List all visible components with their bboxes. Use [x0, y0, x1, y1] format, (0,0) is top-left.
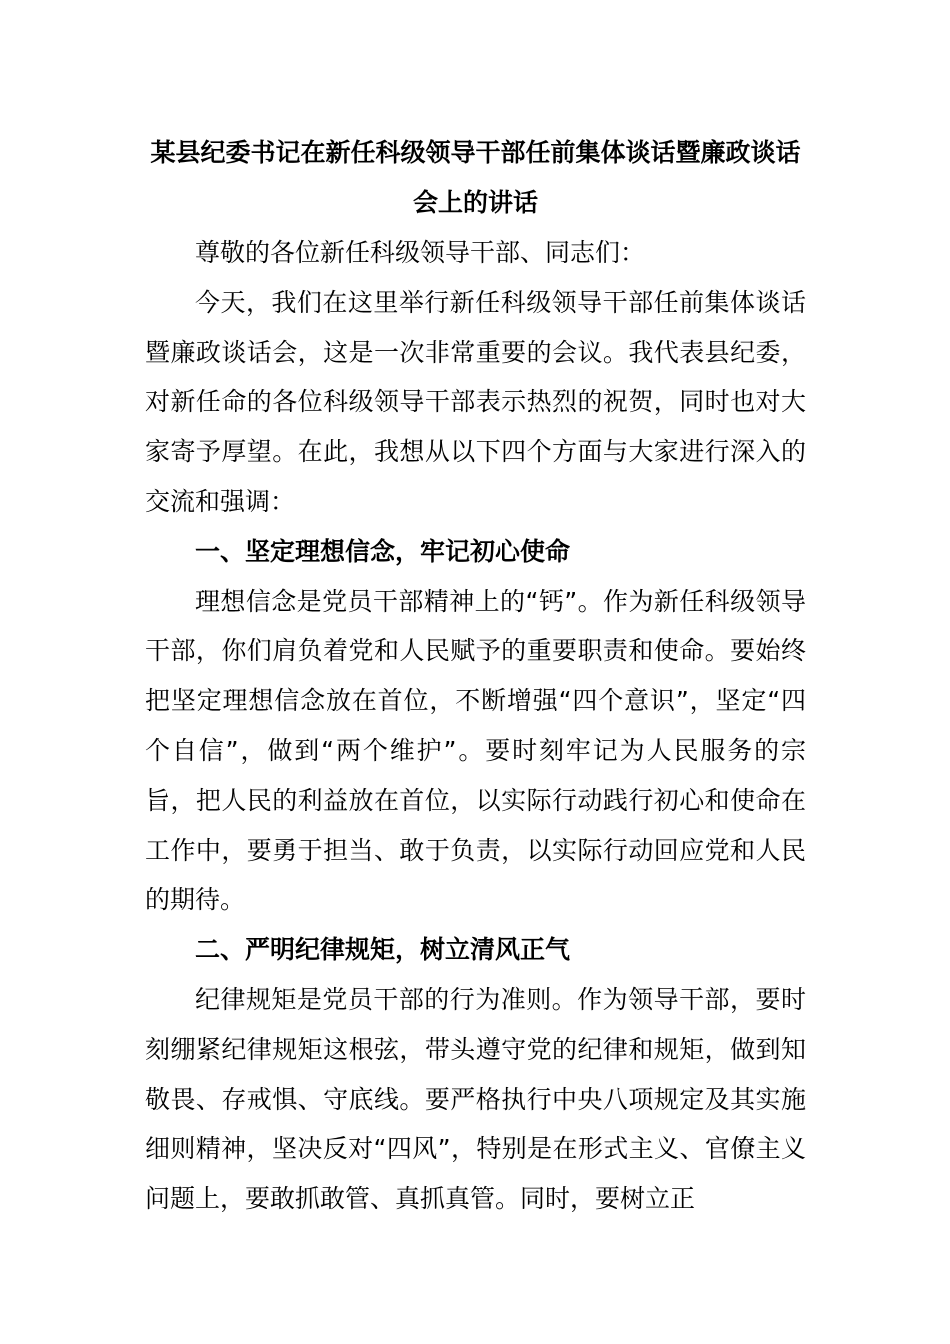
document-body	[145, 128, 806, 1224]
section-1-paragraph: 理想信念是党员干部精神上的“钙”。作为新任科级领导干部，你们肩负着党和人民赋予的重要职责和使命。要始终把坚定理想信念放在首位，不断增强“四个意识”，坚定“四个自信”，做到“两个维护”。要时刻牢记为人民服务的宗旨，把人民的利益放在首位，以实际行动践行初心和使命在工作中，要勇于担当、敢于负责，以实际行动回应党和人民的期待。	[145, 586, 806, 915]
section-2-paragraph: 纪律规矩是党员干部的行为准则。作为领导干部，要时刻绷紧纪律规矩这根弦，带头遵守党的纪律和规矩，做到知敬畏、存戒惧、守底线。要严格执行中央八项规定及其实施细则精神，坚决反对“四风”，特别是在形式主义、官僚主义问题上，要敢抓敢管、真抓真管。同时，要树立正	[145, 984, 806, 1214]
intro-paragraph: 今天，我们在这里举行新任科级领导干部任前集体谈话暨廉政谈话会，这是一次非常重要的会议。我代表县纪委，对新任命的各位科级领导干部表示热烈的祝贺，同时也对大家寄予厚望。在此，我想从以下四个方面与大家进行深入的交流和强调：	[145, 287, 806, 516]
section-1-heading: 一、坚定理想信念，牢记初心使命	[195, 536, 571, 566]
document-title: 某县纪委书记在新任科级领导干部任前集体谈话暨廉政谈话会上的讲话	[150, 138, 801, 217]
section-2-heading: 二、严明纪律规矩，树立清风正气	[195, 935, 571, 965]
salutation: 尊敬的各位新任科级领导干部、同志们：	[195, 238, 646, 267]
